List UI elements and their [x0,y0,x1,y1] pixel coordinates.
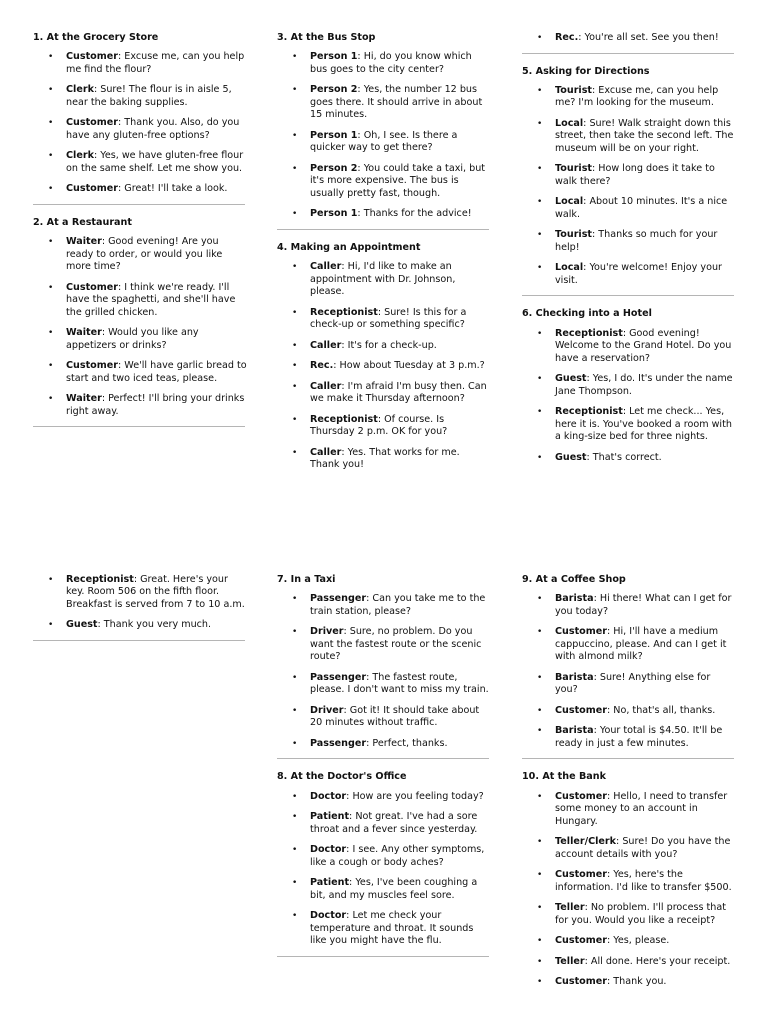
dialogue-text: : Your total is $4.50. It'll be ready in just a few minutes. [555,725,723,749]
speaker-label: Customer [555,869,607,881]
dialogue-text: : Sure! Anything else for you? [555,671,711,696]
dialogue-line [522,956,736,968]
dialogue-line [522,593,736,618]
speaker-label: Waiter [66,393,102,405]
dialogue-text: : I'm afraid I'm busy then. Can we make it Thursday afternoon? [310,380,487,405]
section-divider [277,956,489,957]
dialogue-line [33,360,247,385]
dialogue-line [277,414,491,439]
speaker-label: Passenger [310,671,367,683]
dialogue-text: : You could take a taxi, but it's more expensive. The bus is usually pretty fast, though. [310,162,486,199]
dialogue-line [277,340,491,352]
dialogue-list [277,593,491,750]
dialogue-line [277,705,491,730]
dialogue-text: : Hi, I'll have a medium cappuccino, please. And can I get it with almond milk? [555,626,727,663]
speaker-label: Teller [555,955,585,967]
dialogue-line [277,51,491,76]
dialogue-line [33,327,247,352]
dialogue-line [33,51,247,76]
dialogue-text: : All done. Here's your receipt. [584,955,731,967]
speaker-label: Tourist [555,229,593,241]
dialogue-line [277,626,491,663]
dialogue-text: : Yes. That works for me. Thank you! [310,446,460,471]
dialogue-line [522,262,736,287]
dialogue-list [277,51,491,220]
dialogue-text: : Great. Here's your key. Room 506 on the fifth floor. Breakfast is served from 7 to 10 a.m. [66,574,245,610]
speaker-label: Passenger [310,737,367,749]
speaker-label: Receptionist [555,406,623,418]
dialogue-text: : Let me check your temperature and throat. It sounds like you might have the flu. [310,910,474,947]
speaker-label: Customer [555,626,607,638]
dialogue-line [277,447,491,472]
section-divider [277,229,489,230]
dialogue-line [522,32,736,44]
dialogue-line [277,208,491,220]
speaker-label: Guest [66,619,98,631]
speaker-label: Person 1 [310,129,358,141]
dialogue-line [277,910,491,947]
dialogue-line [277,307,491,332]
speaker-label: Person 2 [310,84,358,96]
dialogue-text: : Excuse me, can you help me? I'm looking for the museum. [555,85,719,109]
dialogue-text: : Yes, we have gluten-free flour on the same shelf. Let me show you. [66,150,244,174]
section-title: 6. Checking into a Hotel [522,308,652,320]
dialogue-line [522,976,736,988]
section-taxi [277,574,491,750]
dialogue-line [33,619,247,631]
dialogue-text: : Hello, I need to transfer some money to an account in Hungary. [555,790,728,827]
dialogue-text: : That's correct. [586,451,662,463]
dialogue-text: : Thank you very much. [97,619,212,631]
dialogue-line [277,381,491,406]
dialogue-text: : Perfect, thanks. [366,737,448,749]
dialogue-line [522,902,736,927]
dialogue-list [522,32,736,44]
section-title: 9. At a Coffee Shop [522,574,626,585]
dialogue-text: : Oh, I see. Is there a quicker way to get there? [310,129,458,154]
speaker-label: Passenger [310,593,367,605]
dialogue-list [277,791,491,948]
dialogue-line [33,150,247,175]
section-title: 7. In a Taxi [277,574,336,585]
dialogue-line [522,791,736,828]
speaker-label: Patient [310,811,350,823]
section-hotel [522,308,736,464]
dialogue-text: : How long does it take to walk there? [555,163,715,187]
dialogue-text: : Sure! Do you have the account details with you? [555,836,731,860]
dialogue-line [277,672,491,697]
dialogue-text: : Thank you. [607,976,667,988]
dialogue-line [277,877,491,902]
dialogue-line [33,84,247,109]
dialogue-text: : I see. Any other symptoms, like a cough or body aches? [310,844,485,868]
speaker-label: Driver [310,626,344,638]
speaker-label: Customer [555,935,607,947]
dialogue-text: : Would you like any appetizers or drinks? [66,327,199,351]
dialogue-line [522,196,736,221]
dialogue-text: : You're all set. See you then! [578,32,719,43]
dialogue-line [522,328,736,365]
section-title: 3. At the Bus Stop [277,32,376,43]
dialogue-line [522,705,736,717]
dialogue-line [522,373,736,398]
speaker-label: Guest [555,451,587,463]
speaker-label: Barista [555,593,594,605]
dialogue-line [33,117,247,142]
dialogue-text: : Yes, the number 12 bus goes there. It should arrive in about 15 minutes. [310,84,483,121]
dialogue-text: : Yes, I do. It's under the name Jane Thompson. [555,373,733,397]
dialogue-text: : Can you take me to the train station, please? [310,593,486,617]
speaker-label: Tourist [555,85,593,96]
speaker-label: Receptionist [555,327,623,339]
column-top-middle [277,32,491,480]
dialogue-line [277,163,491,200]
section-hotel-continued [33,574,247,632]
section-bank [522,771,736,988]
dialogue-line [522,626,736,663]
speaker-label: Doctor [310,844,347,856]
section-appointment [277,242,491,472]
speaker-label: Waiter [66,327,102,339]
section-directions [522,66,736,288]
section-divider [33,426,245,427]
dialogue-line [277,84,491,121]
speaker-label: Customer [66,117,118,129]
speaker-label: Doctor [310,910,347,922]
section-grocery-store [33,32,247,196]
speaker-label: Caller [310,380,342,392]
section-divider [277,758,489,759]
speaker-label: Receptionist [310,306,378,318]
speaker-label: Caller [310,339,342,351]
dialogue-line [33,282,247,319]
section-title: 5. Asking for Directions [522,65,650,77]
speaker-label: Tourist [555,163,593,175]
dialogue-text: : About 10 minutes. It's a nice walk. [555,196,728,220]
dialogue-text: : Sure! Is this for a check-up or something specific? [310,306,467,331]
dialogue-list [522,593,736,750]
dialogue-line [522,672,736,697]
dialogue-line [277,130,491,155]
dialogue-text: : Thank you. Also, do you have any gluten-free options? [66,117,240,141]
section-title: 4. Making an Appointment [277,241,421,253]
dialogue-line [33,393,247,418]
dialogue-line [522,163,736,188]
dialogue-line [277,738,491,750]
dialogue-text: : Good evening! Are you ready to order, or would you like more time? [66,236,223,273]
speaker-label: Barista [555,725,594,737]
dialogue-text: : We'll have garlic bread to start and two iced teas, please. [66,360,247,384]
dialogue-line [522,229,736,254]
speaker-label: Patient [310,877,350,889]
speaker-label: Rec. [310,360,334,372]
dialogue-line [522,725,736,750]
speaker-label: Rec. [555,32,579,43]
speaker-label: Doctor [310,790,347,802]
speaker-label: Person 1 [310,51,358,63]
section-divider [522,53,734,54]
dialogue-list [33,574,247,632]
speaker-label: Guest [555,373,587,385]
dialogue-line [522,85,736,110]
dialogue-text: : Let me check... Yes, here it is. You've booked a room with a king-size bed for three nights. [555,406,732,443]
dialogue-text: : You're welcome! Enjoy your visit. [555,262,722,286]
dialogue-text: : Hi, do you know which bus goes to the city center? [310,51,472,75]
speaker-label: Customer [66,360,118,372]
dialogue-text: : Perfect! I'll bring your drinks right away. [66,393,245,417]
speaker-label: Person 1 [310,208,358,220]
dialogue-text: : It's for a check-up. [341,339,437,351]
speaker-label: Clerk [66,150,94,162]
dialogue-list [522,328,736,464]
speaker-label: Teller [555,902,585,914]
section-divider [33,204,245,205]
dialogue-text: : Hi there! What can I get for you today? [555,593,732,617]
dialogue-text: : Of course. Is Thursday 2 p.m. OK for you? [310,413,448,438]
speaker-label: Waiter [66,236,102,248]
section-appointment-continued [522,32,736,44]
dialogue-text: : Sure! The flour is in aisle 5, near the baking supplies. [66,84,232,108]
dialogue-line [522,406,736,443]
section-coffee-shop [522,574,736,750]
section-title: 8. At the Doctor's Office [277,771,407,783]
section-title: 2. At a Restaurant [33,217,132,228]
speaker-label: Customer [66,51,118,63]
dialogue-text: : How about Tuesday at 3 p.m.? [333,360,485,372]
dialogue-line [33,236,247,273]
dialogue-line [522,836,736,861]
speaker-label: Customer [66,183,118,195]
column-top-right [522,32,736,472]
speaker-label: Receptionist [310,413,378,425]
dialogue-list [33,51,247,195]
dialogue-text: : Excuse me, can you help me find the flour? [66,51,245,75]
dialogue-list [33,236,247,418]
section-divider [522,758,734,759]
speaker-label: Customer [66,281,118,293]
speaker-label: Teller/Clerk [555,836,617,848]
dialogue-list [277,261,491,471]
dialogue-text: : Good evening! Welcome to the Grand Hotel. Do you have a reservation? [555,327,732,364]
dialogue-line [277,844,491,869]
speaker-label: Customer [555,704,607,716]
speaker-label: Local [555,262,584,274]
speaker-label: Clerk [66,84,94,96]
dialogue-line [33,183,247,195]
section-bus-stop [277,32,491,221]
dialogue-line [522,869,736,894]
dialogue-line [522,935,736,947]
dialogue-text: : Sure, no problem. Do you want the fastest route or the scenic route? [310,626,482,663]
dialogue-text: : How are you feeling today? [346,790,484,802]
speaker-label: Customer [555,790,607,802]
dialogue-text: : No, that's all, thanks. [607,704,716,716]
speaker-label: Driver [310,704,344,716]
section-divider [522,295,734,296]
dialogue-line [277,593,491,618]
column-bottom-middle [277,574,491,969]
dialogue-text: : Yes, here's the information. I'd like to transfer $500. [555,869,732,893]
speaker-label: Barista [555,671,594,683]
dialogue-line [33,574,247,611]
dialogue-line [277,261,491,298]
section-title: 1. At the Grocery Store [33,32,159,43]
dialogue-text: : Not great. I've had a sore throat and a fever since yesterday. [310,811,478,835]
column-bottom-right [522,574,736,997]
dialogue-text: : Thanks so much for your help! [555,229,718,253]
dialogue-list [522,85,736,287]
speaker-label: Local [555,196,584,208]
dialogue-text: : Thanks for the advice! [357,208,472,220]
section-divider [33,640,245,641]
dialogue-line [522,118,736,155]
section-restaurant [33,217,247,418]
dialogue-text: : I think we're ready. I'll have the spaghetti, and she'll have the grilled chicken. [66,281,236,318]
dialogue-line [277,791,491,803]
column-top-left [33,32,247,439]
section-title: 10. At the Bank [522,771,606,783]
dialogue-text: : Sure! Walk straight down this street, then take the second left. The museum will be on your right. [555,118,734,154]
dialogue-text: : Yes, please. [607,935,670,947]
speaker-label: Local [555,118,584,129]
dialogue-line [522,452,736,464]
dialogue-text: : No problem. I'll process that for you. Would you like a receipt? [555,902,727,926]
column-bottom-left [33,574,247,653]
speaker-label: Receptionist [66,574,134,585]
dialogue-text: : Great! I'll take a look. [118,183,228,195]
speaker-label: Caller [310,261,342,273]
speaker-label: Caller [310,446,342,458]
speaker-label: Person 2 [310,162,358,174]
dialogue-text: : Got it! It should take about 20 minutes without traffic. [310,704,480,729]
dialogue-text: : The fastest route, please. I don't want to miss my train. [310,671,489,696]
section-doctor [277,771,491,947]
dialogue-line [277,360,491,372]
speaker-label: Customer [555,976,607,988]
dialogue-list [522,791,736,989]
dialogue-line [277,811,491,836]
dialogue-text: : Hi, I'd like to make an appointment with Dr. Johnson, please. [310,261,456,298]
dialogue-text: : Yes, I've been coughing a bit, and my muscles feel sore. [310,877,478,901]
